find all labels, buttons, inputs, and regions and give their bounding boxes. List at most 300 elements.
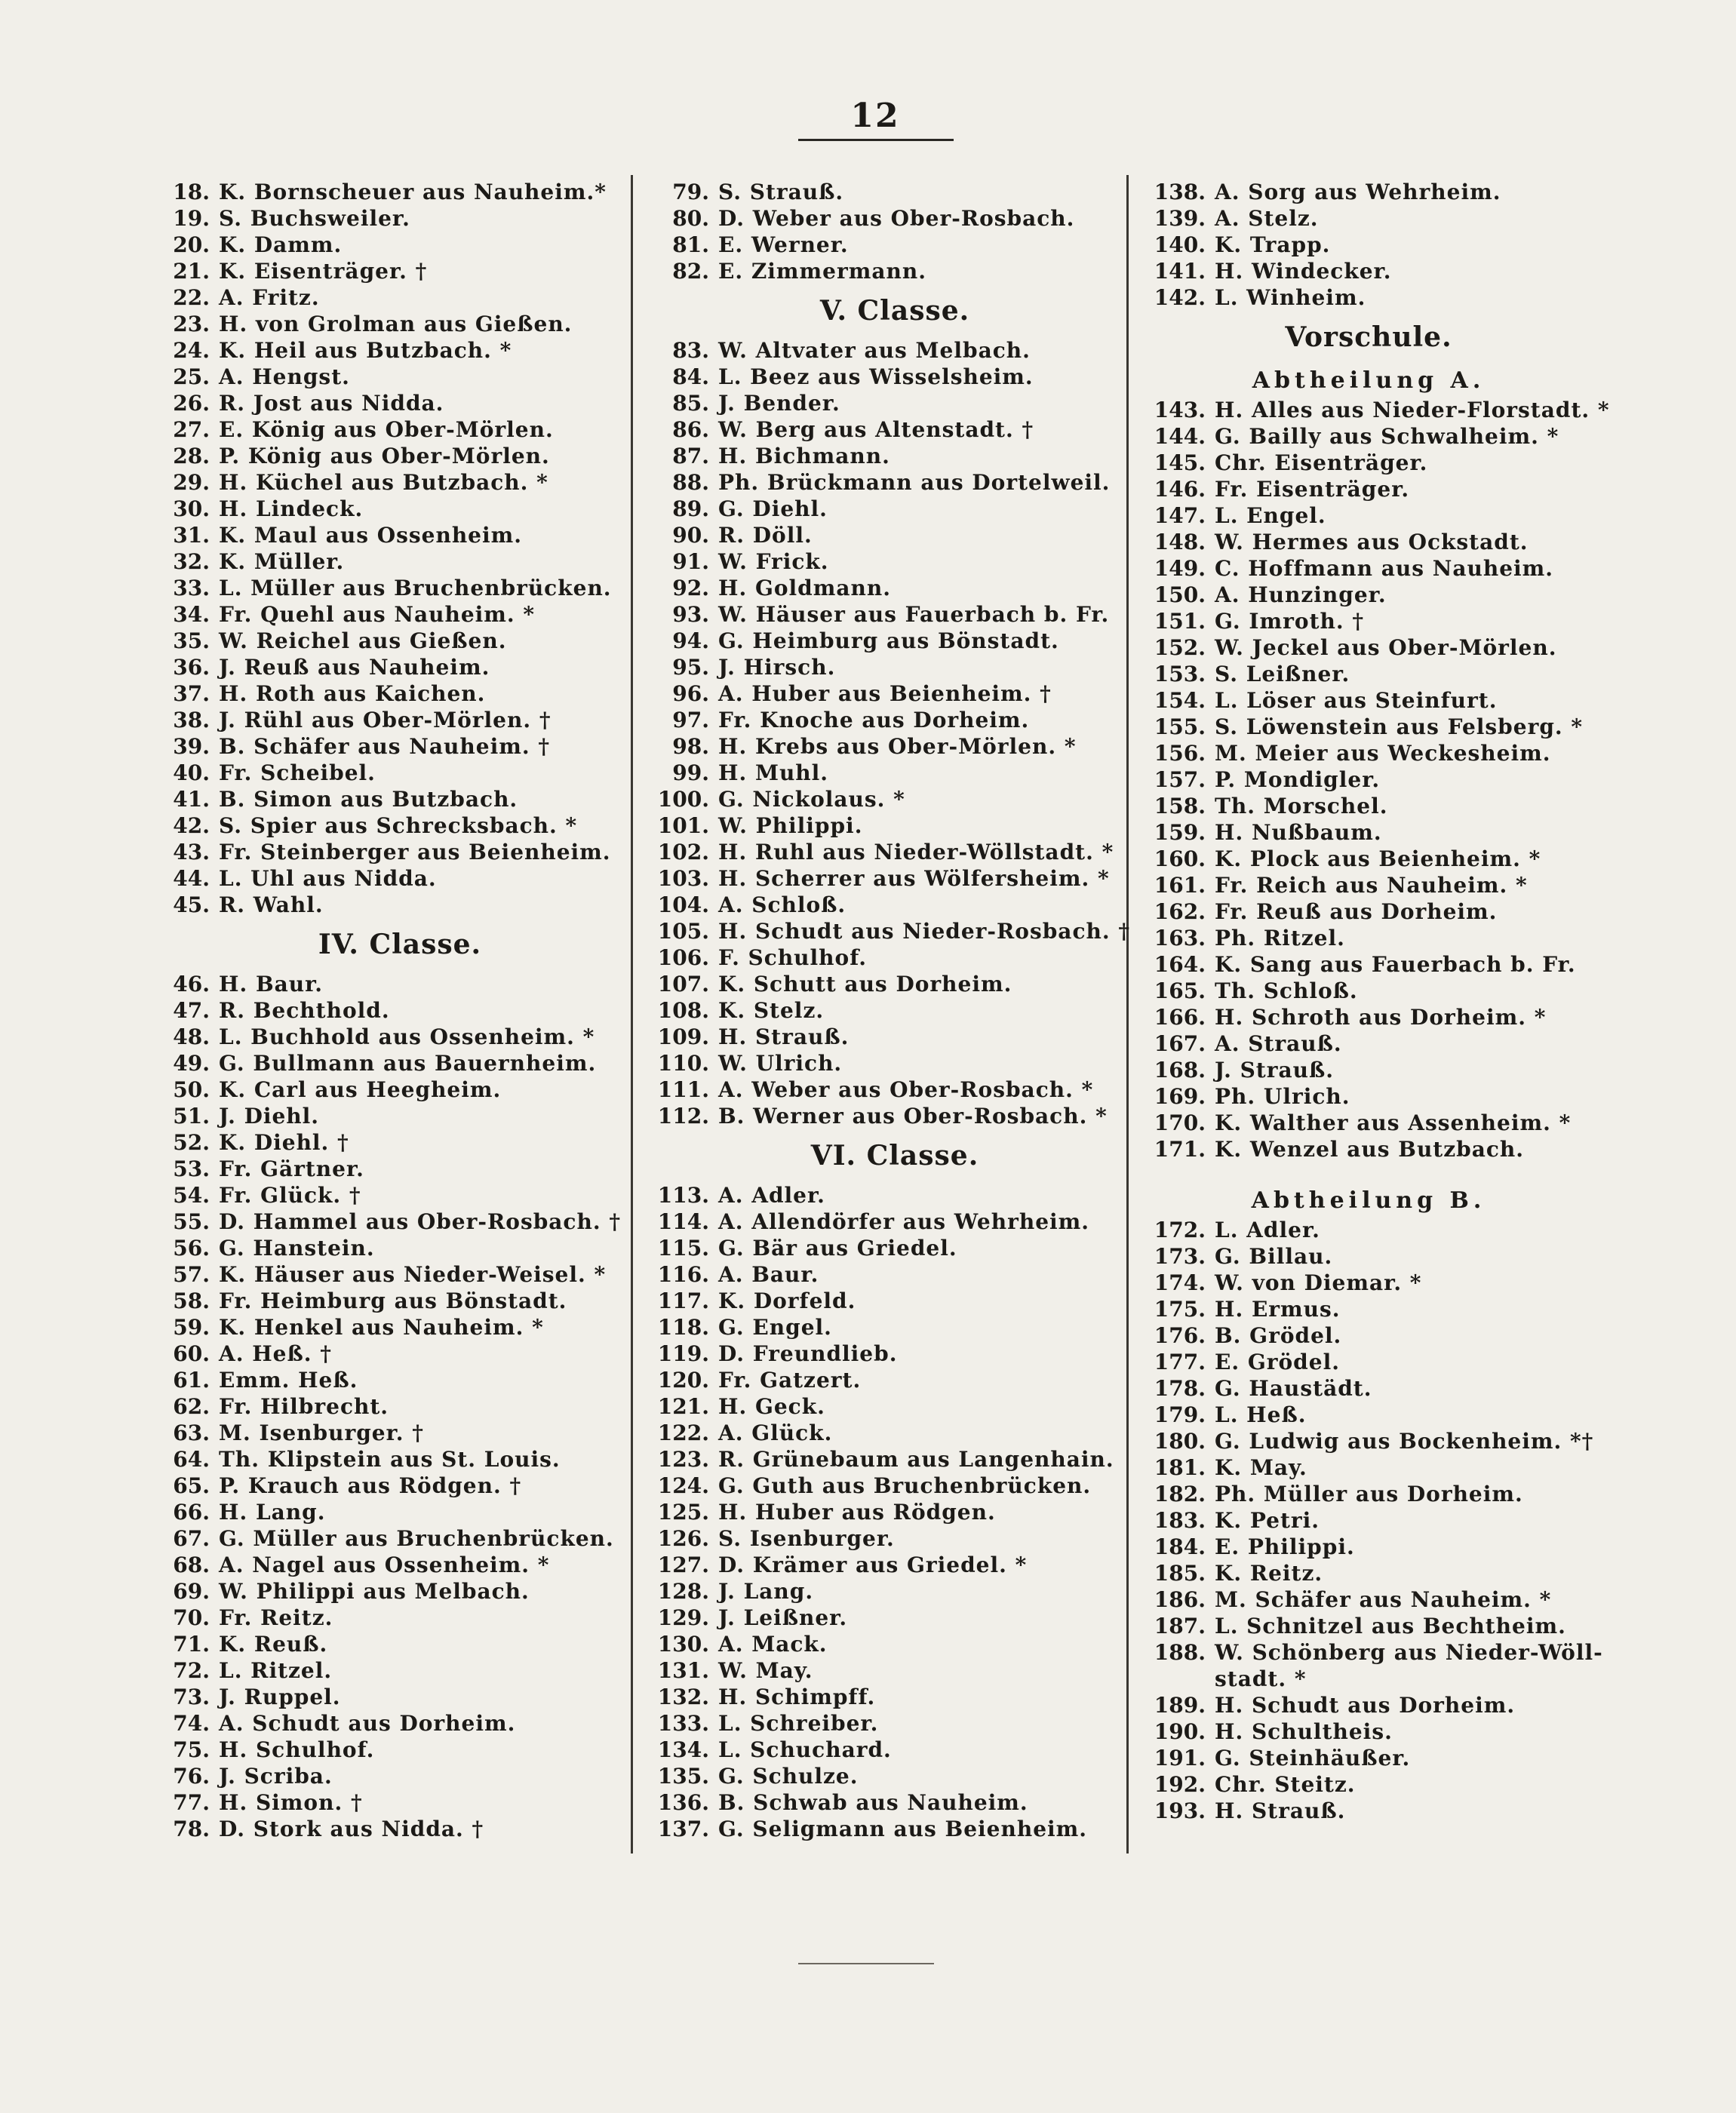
list-item [653,971,1136,997]
entry-name: H. Scherrer aus Wölfersheim. * [718,866,1110,891]
list-item [653,469,1136,496]
entry-name: J. Hirsch. [718,655,836,680]
entry-number: 89. [672,496,709,521]
entry-number: 21. [173,259,210,284]
list-item [158,1525,641,1552]
entry-name: H. Huber aus Rödgen. [718,1500,996,1525]
entry-number: 69. [173,1579,210,1604]
entry-name: H. Roth aus Kaichen. [219,681,486,706]
entry-name: L. Heß. [1215,1402,1307,1427]
list-item [158,364,641,390]
list-item [653,1076,1136,1103]
entry-number: 145. [1154,450,1206,475]
list-item [653,1314,1136,1341]
list-item [653,1737,1136,1763]
entry-number: 136. [657,1790,709,1815]
entry-name: D. Stork aus Nidda. † [219,1817,484,1841]
entry-name: K. Plock aus Beienheim. * [1215,846,1541,871]
entry-name: B. Simon aus Butzbach. [219,787,518,812]
list-item [158,628,641,654]
entry-name: J. Lang. [718,1579,814,1604]
list-item [158,1182,641,1209]
entry-name: K. Heil aus Butzbach. * [219,338,512,363]
list-item [158,1235,641,1261]
entry-number: 128. [657,1579,709,1604]
entry-number: 42. [173,813,210,838]
entry-name: G. Diehl. [718,496,828,521]
entry-number: 101. [657,813,709,838]
entry-number: 73. [173,1685,210,1709]
list-item [653,548,1136,575]
entry-name: L. Winheim. [1215,285,1366,310]
entry-number: 175. [1154,1297,1206,1322]
list-item [158,390,641,416]
list-item [1150,872,1587,898]
entry-name: Ph. Ritzel. [1215,926,1345,951]
entry-number: 27. [173,417,210,442]
entry-number: 160. [1154,846,1206,871]
entry-number: 185. [1154,1561,1206,1586]
list-item [1150,1534,1587,1560]
entry-name: J. Scriba. [219,1764,333,1789]
entry-name: K. Eisenträger. † [219,259,428,284]
entry-name: H. Krebs aus Ober-Mörlen. * [718,734,1077,759]
list-item [653,1684,1136,1710]
entry-number: 34. [173,602,210,627]
entry-number: 191. [1154,1746,1206,1771]
entry-number: 41. [173,787,210,812]
list-item [158,812,641,839]
entry-number: 161. [1154,873,1206,898]
entry-name: A. Adler. [718,1183,825,1208]
entry-number: 76. [173,1764,210,1789]
list-item [1150,1375,1587,1402]
list-item [653,654,1136,680]
list-item [1150,284,1587,311]
list-item [653,390,1136,416]
entry-number: 156. [1154,741,1206,766]
entry-name: R. Bechthold. [219,998,390,1023]
entry-name: L. Engel. [1215,503,1326,528]
list-item [158,1076,641,1103]
entry-number: 168. [1154,1058,1206,1083]
list-item [1150,1507,1587,1534]
list-item [653,601,1136,628]
entry-name: H. Lindeck. [219,496,364,521]
list-item [653,786,1136,812]
entry-name: E. Philippi. [1215,1534,1355,1559]
entry-name: G. Billau. [1215,1244,1333,1269]
list-item [653,416,1136,443]
list-item [653,839,1136,865]
entry-name: Emm. Heß. [219,1368,358,1393]
entry-name: H. Simon. † [219,1790,363,1815]
entry-name: M. Isenburger. † [219,1420,424,1445]
entry-name: Fr. Heimburg aus Bönstadt. [219,1288,567,1313]
entry-name: H. von Grolman aus Gießen. [219,312,573,336]
entry-number: 174. [1154,1270,1206,1295]
entry-number: 166. [1154,1005,1206,1030]
list-item [158,707,641,733]
entry-name: H. Küchel aus Butzbach. * [219,470,548,495]
list-item [158,311,641,337]
entry-name: W. Hermes aus Ockstadt. [1215,530,1529,554]
entry-number: 117. [657,1288,709,1313]
list-item [653,865,1136,892]
entry-name: E. Zimmermann. [718,259,926,284]
list-item [158,522,641,548]
entry-number: 46. [173,972,210,997]
entry-name: L. Müller aus Bruchenbrücken. [219,576,612,600]
entry-number: 119. [657,1341,709,1366]
entry-name: Fr. Reuß aus Dorheim. [1215,899,1498,924]
list-item [653,1103,1136,1129]
list-item [1150,232,1587,258]
list-item [158,680,641,707]
list-item [158,1710,641,1737]
entry-name: K. Dorfeld. [718,1288,856,1313]
entry-name: A. Stelz. [1215,206,1319,231]
entry-name: H. Geck. [718,1394,825,1419]
list-item [158,1657,641,1684]
list-item [158,258,641,284]
entry-number: 137. [657,1817,709,1841]
entry-number: 176. [1154,1323,1206,1348]
list-item [1150,608,1587,634]
entry-name: L. Schuchard. [718,1737,892,1762]
entry-name: A. Heß. † [219,1341,332,1366]
list-item [653,179,1136,205]
list-item [158,469,641,496]
list-item [1150,846,1587,872]
list-item [158,1816,641,1842]
entry-number: 43. [173,840,210,865]
entry-number: 19. [173,206,210,231]
entry-name: J. Rühl aus Ober-Mörlen. † [219,708,552,732]
entry-name: A. Schloß. [718,892,846,917]
entry-name: H. Goldmann. [718,576,891,600]
entry-number: 139. [1154,206,1206,231]
list-item [653,997,1136,1024]
entry-number: 70. [173,1605,210,1630]
entry-name: K. Maul aus Ossenheim. [219,523,522,548]
entry-number: 81. [672,232,709,257]
entry-name: W. May. [718,1658,813,1683]
entry-name: D. Weber aus Ober-Rosbach. [718,206,1075,231]
entry-number: 158. [1154,794,1206,818]
entry-name: G. Seligmann aus Beienheim. [718,1817,1088,1841]
entry-name: Fr. Hilbrecht. [219,1394,389,1419]
entry-number: 60. [173,1341,210,1366]
entry-name: D. Freundlieb. [718,1341,898,1366]
entry-number: 120. [657,1368,709,1393]
entry-number: 90. [672,523,709,548]
list-item [158,1552,641,1578]
list-item [1150,1083,1587,1110]
list-item [653,258,1136,284]
entry-number: 190. [1154,1719,1206,1744]
list-item [158,1446,641,1473]
entry-number: 178. [1154,1376,1206,1401]
entry-name: H. Strauß. [718,1024,850,1049]
list-item [1150,1270,1587,1296]
list-item [1150,1666,1587,1692]
list-item [1150,687,1587,714]
list-item [158,1103,641,1129]
entry-number: 173. [1154,1244,1206,1269]
list-item [1150,1349,1587,1375]
entry-name: A. Schudt aus Dorheim. [219,1711,516,1736]
entry-name: F. Schulhof. [718,945,868,970]
entry-name: G. Imroth. † [1215,609,1364,634]
list-item [1150,1110,1587,1136]
entry-name: A. Weber aus Ober-Rosbach. * [718,1077,1094,1102]
entry-name: B. Werner aus Ober-Rosbach. * [718,1104,1108,1129]
entry-number: 39. [173,734,210,759]
list-item [653,733,1136,760]
entry-number: 112. [657,1104,709,1129]
list-group-vi [653,1182,1136,1842]
entry-name: D. Hammel aus Ober-Rosbach. † [219,1209,621,1234]
list-item [653,1816,1136,1842]
entry-number: 86. [672,417,709,442]
list-item [1150,1004,1587,1030]
entry-name: A. Mack. [718,1632,828,1657]
entry-number: 144. [1154,424,1206,449]
list-item [158,654,641,680]
entry-number: 55. [173,1209,210,1234]
page-number-rule [798,139,954,141]
entry-name: G. Bär aus Griedel. [718,1236,957,1261]
entry-number: 182. [1154,1482,1206,1506]
entry-name: Fr. Reich aus Nauheim. * [1215,873,1528,898]
list-item [653,918,1136,944]
entry-name: S. Buchsweiler. [219,206,410,231]
entry-number: 172. [1154,1218,1206,1242]
entry-name: K. Carl aus Heegheim. [219,1077,502,1102]
list-item [653,364,1136,390]
entry-name: G. Steinhäußer. [1215,1746,1411,1771]
list-item [1150,793,1587,819]
entry-name: H. Bichmann. [718,444,890,468]
entry-number: 29. [173,470,210,495]
entry-number: 140. [1154,232,1206,257]
entry-name: K. May. [1215,1455,1307,1480]
entry-number: 50. [173,1077,210,1102]
entry-number: 163. [1154,926,1206,951]
entry-name: L. Adler. [1215,1218,1320,1242]
list-item [653,1182,1136,1209]
entry-name: L. Uhl aus Nidda. [219,866,437,891]
list-item [653,1420,1136,1446]
entry-number: 189. [1154,1693,1206,1718]
entry-number: 157. [1154,767,1206,792]
bottom-rule [798,1963,934,1964]
list-item [653,337,1136,364]
entry-name: H. Schulhof. [219,1737,375,1762]
entry-number: 183. [1154,1508,1206,1533]
list-item [158,1789,641,1816]
entry-name: H. Schultheis. [1215,1719,1393,1744]
entry-number: 88. [672,470,709,495]
entry-name: L. Schnitzel aus Bechtheim. [1215,1614,1566,1638]
entry-number: 115. [657,1236,709,1261]
entry-number: 103. [657,866,709,891]
entry-number: 49. [173,1051,210,1076]
list-item [653,1446,1136,1473]
entry-number: 130. [657,1632,709,1657]
list-item [158,1578,641,1605]
entry-name: W. Schönberg aus Nieder-Wöll- [1215,1640,1603,1665]
entry-name: W. Philippi aus Melbach. [219,1579,530,1604]
entry-name: A. Hengst. [219,364,350,389]
list-item [158,1420,641,1446]
list-item [158,575,641,601]
list-item [158,892,641,918]
list-item [158,997,641,1024]
entry-name: S. Spier aus Schrecksbach. * [219,813,578,838]
entry-number: 159. [1154,820,1206,845]
list-item [158,284,641,311]
list-item [158,179,641,205]
entry-name: M. Schäfer aus Nauheim. * [1215,1587,1552,1612]
list-item [653,1288,1136,1314]
list-item [1150,1217,1587,1243]
list-item [1150,1322,1587,1349]
list-item [158,1341,641,1367]
list-item [1150,1057,1587,1083]
entry-number: 135. [657,1764,709,1789]
list-item [158,1393,641,1420]
entry-name: A. Strauß. [1215,1031,1342,1056]
entry-number: 124. [657,1473,709,1498]
entry-number: 44. [173,866,210,891]
entry-name: G. Haustädt. [1215,1376,1372,1401]
entry-number: 142. [1154,285,1206,310]
entry-name: Chr. Steitz. [1215,1772,1356,1797]
entry-number: 143. [1154,398,1206,422]
entry-number: 192. [1154,1772,1206,1797]
entry-name: E. Werner. [718,232,849,257]
entry-name: S. Leißner. [1215,662,1350,686]
list-item [653,812,1136,839]
entry-number: 188. [1154,1640,1206,1665]
entry-name: J. Leißner. [718,1605,848,1630]
list-item [1150,529,1587,555]
entry-number: 151. [1154,609,1206,634]
entry-number: 107. [657,972,709,997]
list-item [1150,423,1587,450]
list-item [653,1341,1136,1367]
entry-name: Fr. Quehl aus Nauheim. * [219,602,536,627]
list-item [1150,450,1587,476]
entry-name: Chr. Eisenträger. [1215,450,1428,475]
entry-number: 33. [173,576,210,600]
entry-number: 58. [173,1288,210,1313]
list-item [653,680,1136,707]
entry-name: R. Grünebaum aus Langenhain. [718,1447,1114,1472]
list-item [653,1710,1136,1737]
entry-name: H. Alles aus Nieder-Florstadt. * [1215,398,1610,422]
entry-name: K. Damm. [219,232,343,257]
entry-number: 114. [657,1209,709,1234]
class-heading-iv: IV. Classe. [318,928,482,960]
list-item [158,839,641,865]
entry-name: K. Sang aus Fauerbach b. Fr. [1215,952,1576,977]
entry-number: 61. [173,1368,210,1393]
entry-name: K. Schutt aus Dorheim. [718,972,1012,997]
list-item [1150,925,1587,951]
entry-number: 148. [1154,530,1206,554]
list-item [1150,1296,1587,1322]
entry-number: 99. [672,760,709,785]
entry-number: 48. [173,1024,210,1049]
list-item [653,1763,1136,1789]
entry-number: 67. [173,1526,210,1551]
entry-number: 127. [657,1553,709,1577]
entry-name: K. Wenzel aus Butzbach. [1215,1137,1525,1162]
entry-number: 167. [1154,1031,1206,1056]
list-item [158,1367,641,1393]
entry-name: Ph. Brückmann aus Dortelweil. [718,470,1111,495]
entry-number: 122. [657,1420,709,1445]
entry-number: 165. [1154,978,1206,1003]
entry-name: P. Mondigler. [1215,767,1381,792]
entry-number: 64. [173,1447,210,1472]
list-item [653,1050,1136,1076]
entry-name: A. Hunzinger. [1215,582,1387,607]
list-item [1150,634,1587,661]
list-item [653,1209,1136,1235]
entry-name: M. Meier aus Weckesheim. [1215,741,1551,766]
entry-number: 74. [173,1711,210,1736]
entry-number: 54. [173,1183,210,1208]
subheading-abtheilung-b: Abtheilung B. [1251,1187,1486,1214]
entry-name: A. Nagel aus Ossenheim. * [219,1553,550,1577]
list-group-vi-continued [1150,179,1587,311]
list-item [653,1657,1136,1684]
list-item [653,205,1136,232]
entry-name: K. Trapp. [1215,232,1331,257]
list-item [158,1473,641,1499]
entry-number: 24. [173,338,210,363]
entry-number: 154. [1154,688,1206,713]
entry-name: R. Döll. [718,523,813,548]
entry-name: K. Henkel aus Nauheim. * [219,1315,544,1340]
entry-number: 95. [672,655,709,680]
entry-number: 118. [657,1315,709,1340]
entry-number: 71. [173,1632,210,1657]
entry-number: 181. [1154,1455,1206,1480]
entry-name: P. Krauch aus Rödgen. † [219,1473,522,1498]
entry-number: 187. [1154,1614,1206,1638]
entry-name: G. Guth aus Bruchenbrücken. [718,1473,1092,1498]
list-item [158,786,641,812]
entry-name: K. Walther aus Assenheim. * [1215,1110,1572,1135]
list-item [653,1499,1136,1525]
entry-number: 72. [173,1658,210,1683]
list-item [1150,1613,1587,1639]
list-item [653,892,1136,918]
entry-number: 25. [173,364,210,389]
list-item [158,1050,641,1076]
entry-number: 134. [657,1737,709,1762]
entry-number: 52. [173,1130,210,1155]
entry-name: R. Wahl. [219,892,324,917]
entry-number: 180. [1154,1429,1206,1454]
entry-name: Fr. Scheibel. [219,760,376,785]
entry-number: 184. [1154,1534,1206,1559]
